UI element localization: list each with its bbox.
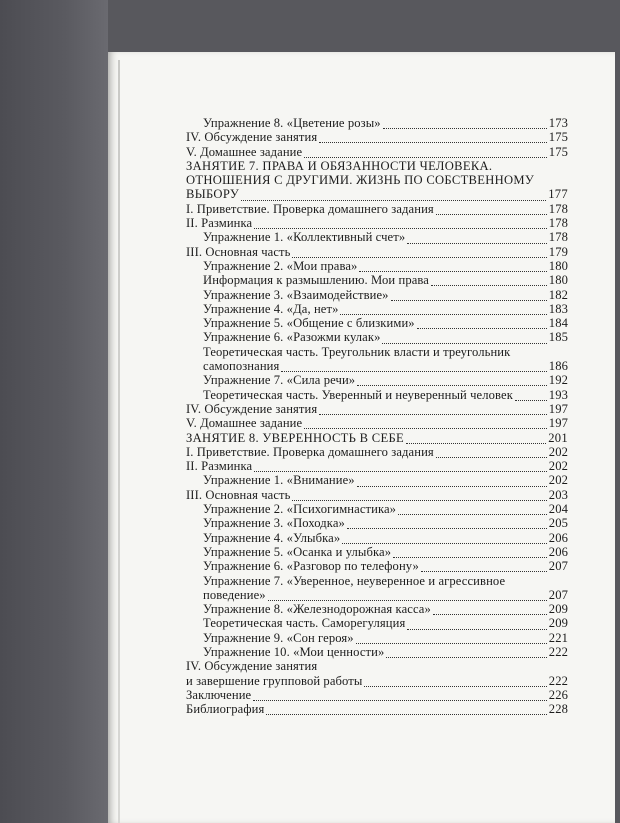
toc-dot-leader	[319, 405, 547, 415]
toc-entry	[186, 145, 568, 159]
toc-dot-leader	[319, 133, 547, 143]
toc-dot-leader	[357, 376, 547, 386]
toc-entry-page-number: 209	[548, 616, 568, 631]
toc-entry-page-number: 206	[548, 544, 568, 559]
toc-entry	[186, 559, 568, 573]
toc-entry-title: IV. Обсуждение занятия	[186, 401, 318, 416]
toc-entry	[186, 488, 568, 502]
toc-entry	[186, 502, 568, 516]
toc-entry	[186, 459, 568, 473]
toc-entry-page-number: 209	[548, 602, 568, 617]
toc-entry	[186, 431, 568, 445]
toc-entry-page-number: 175	[548, 144, 568, 159]
toc-entry-title: Упражнение 2. «Мои права»	[203, 258, 358, 273]
toc-dot-leader	[292, 248, 546, 258]
toc-entry-title: Упражнение 2. «Психогимнастика»	[203, 502, 397, 517]
toc-dot-leader	[254, 462, 547, 472]
toc-dot-leader	[386, 648, 546, 658]
toc-dot-leader	[254, 219, 547, 229]
toc-entry	[186, 345, 568, 359]
toc-dot-leader	[253, 691, 547, 701]
toc-entry	[186, 631, 568, 645]
toc-dot-leader	[383, 119, 547, 129]
toc-entry-page-number: 179	[548, 244, 568, 259]
toc-entry	[186, 330, 568, 344]
toc-entry	[186, 616, 568, 630]
toc-entry	[186, 702, 568, 716]
toc-dot-leader	[292, 491, 546, 501]
toc-dot-leader	[398, 505, 547, 515]
toc-dot-leader	[507, 577, 566, 586]
toc-entry-title: II. Разминка	[186, 459, 253, 474]
toc-entry	[186, 645, 568, 659]
scanner-background	[0, 0, 108, 823]
toc-dot-leader	[281, 362, 546, 372]
toc-entry	[186, 359, 568, 373]
toc-entry-title: Упражнение 1. «Внимание»	[203, 473, 355, 488]
toc-entry	[186, 688, 568, 702]
toc-entry	[186, 302, 568, 316]
toc-entry	[186, 516, 568, 530]
toc-entry-page-number: 222	[548, 673, 568, 688]
toc-entry	[186, 373, 568, 387]
toc-entry-page-number: 183	[548, 301, 568, 316]
toc-dot-leader	[364, 677, 546, 687]
toc-entry-page-number: 222	[548, 644, 568, 659]
toc-entry	[186, 187, 568, 201]
toc-entry	[186, 173, 568, 187]
toc-entry-title: Теоретическая часть. Уверенный и неуверенный человек	[203, 387, 513, 402]
toc-entry-title: IV. Обсуждение занятия	[186, 659, 318, 674]
toc-entry-title: и завершение групповой работы	[186, 673, 363, 688]
toc-entry-title: Библиография	[186, 702, 265, 717]
toc-dot-leader	[431, 276, 547, 286]
toc-entry-title: Упражнение 5. «Осанка и улыбка»	[203, 544, 392, 559]
toc-entry-title: I. Приветствие. Проверка домашнего задания	[186, 201, 434, 216]
toc-entry-page-number: 201	[548, 430, 568, 445]
toc-dot-leader	[391, 291, 547, 301]
toc-dot-leader	[357, 477, 547, 487]
toc-entry-page-number: 180	[548, 273, 568, 288]
toc-entry-title: V. Домашнее задание	[186, 416, 303, 431]
toc-dot-leader	[347, 519, 547, 529]
toc-entry-title: ЗАНЯТИЕ 7. ПРАВА И ОБЯЗАННОСТИ ЧЕЛОВЕКА.	[186, 158, 493, 173]
toc-entry-title: III. Основная часть	[186, 487, 291, 502]
toc-entry	[186, 230, 568, 244]
toc-dot-leader	[494, 163, 566, 172]
toc-entry-title: Упражнение 1. «Коллективный счет»	[203, 230, 406, 245]
toc-dot-leader	[512, 348, 566, 357]
toc-entry-title: ВЫБОРУ	[186, 187, 240, 202]
toc-entry	[186, 531, 568, 545]
toc-entry-page-number: 180	[548, 258, 568, 273]
toc-dot-leader	[319, 663, 566, 672]
toc-entry-page-number: 185	[548, 330, 568, 345]
toc-entry-page-number: 202	[548, 473, 568, 488]
toc-entry-title: Теоретическая часть. Саморегуляция	[203, 616, 406, 631]
toc-dot-leader	[406, 434, 546, 444]
toc-entry-page-number: 178	[548, 216, 568, 231]
toc-entry-page-number: 197	[548, 416, 568, 431]
toc-entry-page-number: 205	[548, 516, 568, 531]
toc-dot-leader	[436, 448, 547, 458]
toc-entry-page-number: 207	[548, 559, 568, 574]
toc-entry-page-number: 178	[548, 201, 568, 216]
toc-entry-title: самопознания	[203, 359, 280, 374]
toc-entry-page-number: 202	[548, 459, 568, 474]
toc-dot-leader	[382, 334, 546, 344]
toc-entry-title: ЗАНЯТИЕ 8. УВЕРЕННОСТЬ В СЕБЕ	[186, 430, 405, 445]
toc-entry-page-number: 206	[548, 530, 568, 545]
toc-entry-title: Теоретическая часть. Треугольник власти и треугольник	[203, 344, 511, 359]
toc-entry-page-number: 178	[548, 230, 568, 245]
toc-entry-page-number: 228	[548, 702, 568, 717]
toc-dot-leader	[515, 391, 547, 401]
toc-entry-title: Упражнение 10. «Мои ценности»	[203, 644, 385, 659]
toc-entry-title: Информация к размышлению. Мои права	[203, 273, 429, 288]
toc-entry	[186, 545, 568, 559]
toc-entry	[186, 288, 568, 302]
toc-entry-page-number: 173	[548, 116, 568, 130]
toc-entry-title: Упражнение 8. «Железнодорожная касса»	[203, 602, 431, 617]
toc-entry-title: Упражнение 7. «Уверенное, неуверенное и агрессивное	[203, 573, 506, 588]
toc-entry	[186, 388, 568, 402]
toc-dot-leader	[356, 634, 547, 644]
toc-entry	[186, 130, 568, 144]
toc-entry	[186, 273, 568, 287]
toc-entry-page-number: 197	[548, 401, 568, 416]
toc-entry-title: IV. Обсуждение занятия	[186, 130, 318, 145]
toc-entry-title: III. Основная часть	[186, 244, 291, 259]
toc-dot-leader	[304, 148, 547, 158]
toc-dot-leader	[421, 562, 547, 572]
toc-entry-page-number: 177	[548, 187, 568, 202]
toc-entry-page-number: 175	[548, 130, 568, 145]
toc-entry-title: поведение»	[203, 587, 266, 602]
toc-entry	[186, 216, 568, 230]
toc-entry-title: Упражнение 4. «Улыбка»	[203, 530, 341, 545]
toc-entry-page-number: 202	[548, 444, 568, 459]
toc-entry-title: Упражнение 9. «Сон героя»	[203, 630, 354, 645]
toc-entry-title: Заключение	[186, 687, 252, 702]
toc-entry-page-number: 204	[548, 502, 568, 517]
toc-entry-title: Упражнение 8. «Цветение розы»	[203, 116, 381, 130]
page-spine-shadow	[118, 60, 120, 823]
toc-entry	[186, 602, 568, 616]
toc-dot-leader	[407, 234, 547, 244]
toc-entry	[186, 116, 568, 130]
toc-entry	[186, 259, 568, 273]
toc-entry-page-number: 184	[548, 316, 568, 331]
toc-entry-title: Упражнение 3. «Походка»	[203, 516, 345, 531]
toc-entry-page-number: 226	[548, 687, 568, 702]
toc-entry	[186, 445, 568, 459]
toc-entry	[186, 245, 568, 259]
toc-entry-page-number: 193	[548, 387, 568, 402]
toc-entry-title: Упражнение 7. «Сила речи»	[203, 373, 356, 388]
toc-entry	[186, 202, 568, 216]
toc-dot-leader	[304, 419, 547, 429]
toc-dot-leader	[268, 591, 547, 601]
toc-entry-title: Упражнение 4. «Да, нет»	[203, 301, 339, 316]
toc-dot-leader	[433, 605, 547, 615]
toc-entry	[186, 473, 568, 487]
toc-dot-leader	[536, 177, 566, 186]
toc-entry	[186, 402, 568, 416]
toc-dot-leader	[359, 262, 546, 272]
toc-entry-page-number: 182	[548, 287, 568, 302]
toc-dot-leader	[436, 205, 547, 215]
toc-entry-page-number: 192	[548, 373, 568, 388]
toc-entry-title: ОТНОШЕНИЯ С ДРУГИМИ. ЖИЗНЬ ПО СОБСТВЕННОМУ	[186, 173, 535, 188]
toc-entry-title: Упражнение 6. «Разожми кулак»	[203, 330, 381, 345]
toc-entry-title: II. Разминка	[186, 216, 253, 231]
toc-entry-title: Упражнение 6. «Разговор по телефону»	[203, 559, 419, 574]
toc-entry	[186, 674, 568, 688]
toc-entry	[186, 416, 568, 430]
toc-dot-leader	[340, 305, 546, 315]
toc-dot-leader	[407, 620, 546, 630]
toc-entry-title: Упражнение 5. «Общение с близкими»	[203, 316, 415, 331]
toc-entry-page-number: 186	[548, 359, 568, 374]
toc-entry	[186, 159, 568, 173]
toc-entry-title: I. Приветствие. Проверка домашнего задания	[186, 444, 434, 459]
toc-entry	[186, 659, 568, 673]
toc-entry-page-number: 203	[548, 487, 568, 502]
toc-dot-leader	[393, 548, 547, 558]
toc-entry-title: V. Домашнее задание	[186, 144, 303, 159]
toc-dot-leader	[342, 534, 547, 544]
toc-dot-leader	[417, 319, 547, 329]
toc-entry-page-number: 221	[548, 630, 568, 645]
toc-dot-leader	[266, 705, 546, 715]
table-of-contents	[186, 116, 568, 716]
toc-entry	[186, 588, 568, 602]
toc-dot-leader	[241, 191, 546, 201]
toc-entry	[186, 574, 568, 588]
toc-entry-page-number: 207	[548, 587, 568, 602]
toc-entry-title: Упражнение 3. «Взаимодействие»	[203, 287, 389, 302]
toc-entry	[186, 316, 568, 330]
